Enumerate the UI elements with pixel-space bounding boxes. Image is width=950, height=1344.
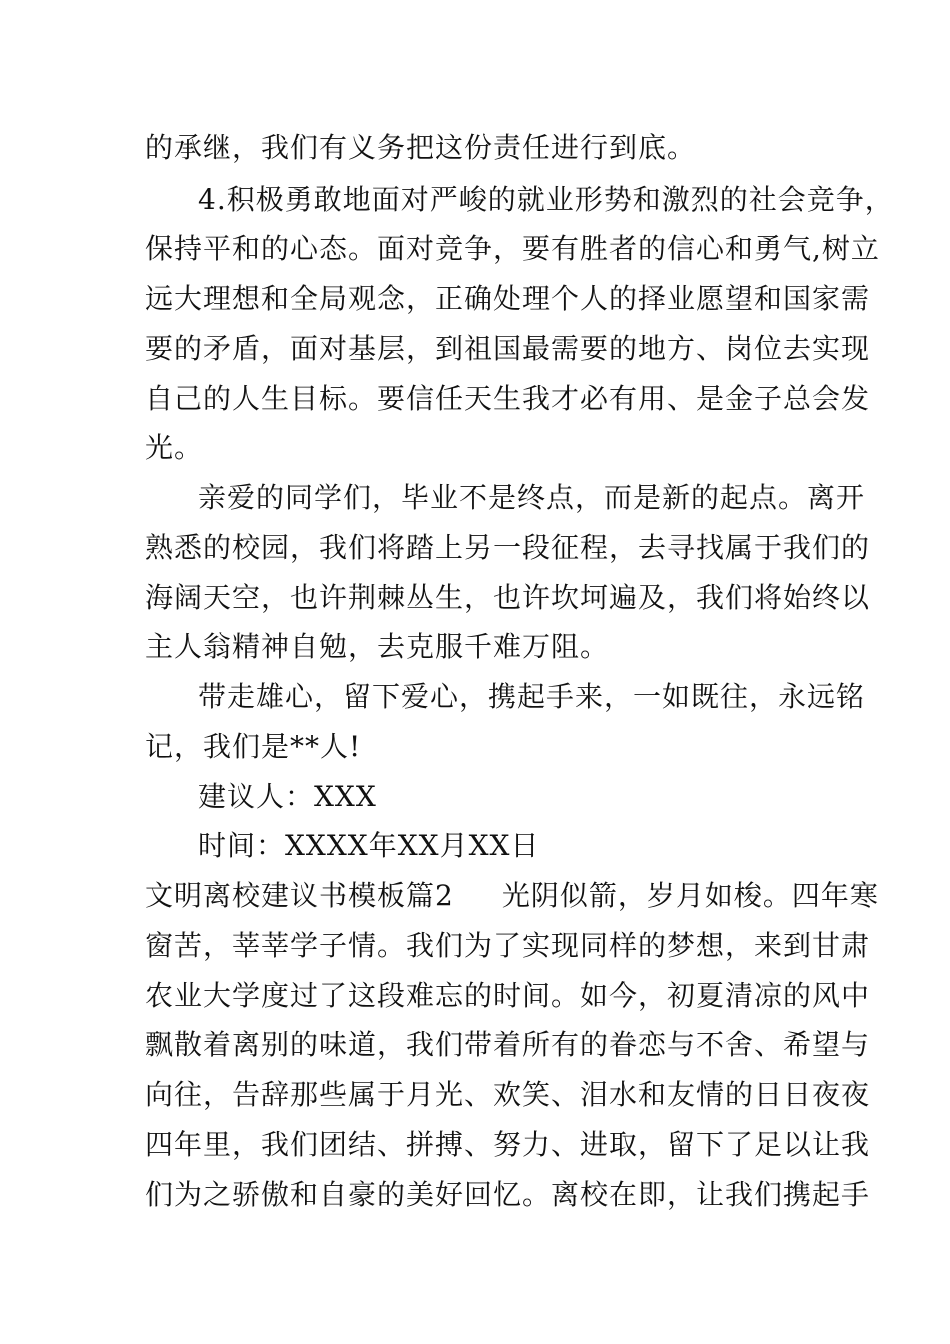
text-line: 熟悉的校园，我们将踏上另一段征程，去寻找属于我们的 [145, 531, 871, 564]
text-line: 飘散着离别的味道，我们带着所有的眷恋与不舍、希望与 [145, 1028, 871, 1061]
text-line: 农业大学度过了这段难忘的时间。如今，初夏清凉的风中 [145, 979, 871, 1012]
section-title: 文明离校建议书模板篇2 [145, 879, 454, 912]
text-line: 的承继，我们有义务把这份责任进行到底。 [145, 131, 697, 164]
text-line: 光阴似箭，岁月如梭。四年寒 [501, 879, 879, 912]
text-line: 们为之骄傲和自豪的美好回忆。离校在即，让我们携起手 [145, 1178, 871, 1211]
text-line: 四年里，我们团结、拼搏、努力、进取，留下了足以让我 [145, 1128, 871, 1161]
text-line: 窗苦，莘莘学子情。我们为了实现同样的梦想，来到甘肃 [145, 929, 871, 962]
text-line: 带走雄心，留下爱心，携起手来，一如既往，永远铭 [198, 680, 866, 713]
section-title-line [145, 876, 879, 916]
text-line: 要的矛盾，面对基层，到祖国最需要的地方、岗位去实现 [145, 332, 871, 365]
text-line: 亲爱的同学们，毕业不是终点，而是新的起点。离开 [198, 481, 866, 514]
text-line: 远大理想和全局观念，正确处理个人的择业愿望和国家需 [145, 282, 871, 315]
text-line: 记，我们是**人! [145, 730, 362, 763]
text-line: 主人翁精神自勉，去克服千难万阻。 [145, 630, 610, 663]
text-line: 4.积极勇敢地面对严峻的就业形势和激烈的社会竞争， [198, 183, 894, 216]
text-line: 海阔天空，也许荆棘丛生，也许坎坷遍及，我们将始终以 [145, 581, 871, 614]
date-line: 时间：XXXX年XX月XX日 [198, 829, 540, 862]
text-line: 光。 [145, 431, 204, 464]
text-line: 保持平和的心态。面对竞争，要有胜者的信心和勇气,树立 [145, 232, 880, 265]
text-line: 向往，告辞那些属于月光、欢笑、泪水和友情的日日夜夜 [145, 1078, 871, 1111]
text-line: 自己的人生目标。要信任天生我才必有用、是金子总会发 [145, 382, 871, 415]
signatory-line: 建议人：XXX [198, 780, 377, 813]
